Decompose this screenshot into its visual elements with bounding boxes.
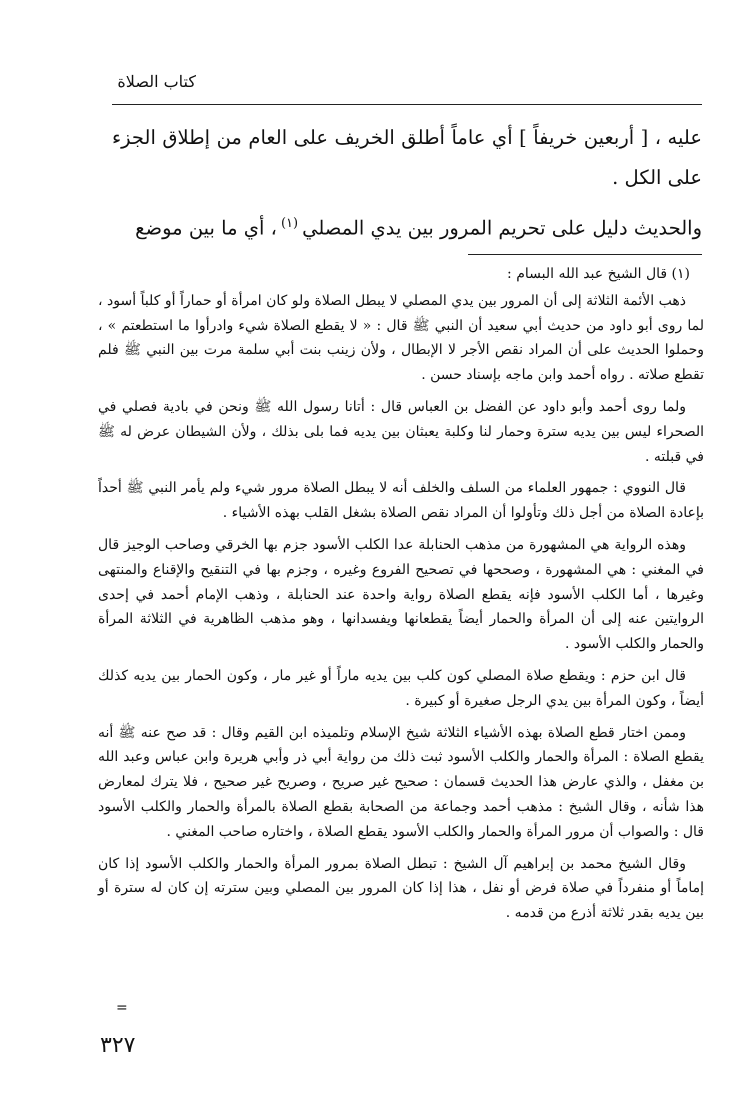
header-rule (112, 104, 702, 105)
footnote-heading: (١) قال الشيخ عبد الله البسام : (507, 266, 690, 282)
continuation-mark: = (116, 1000, 128, 1016)
footnotes (98, 262, 704, 933)
footnote-paragraph: ولما روى أحمد وأبو داود عن الفضل بن العباس قال : أتانا رسول الله ﷺ ونحن في بادية فصلي في الصحراء ليس بين يديه سترة وحمار لنا وكلبة يعبثان بين يديه فما بلى بذلك ، ولأن الشيطان عرض له ﷺ في قبلته . (98, 398, 704, 465)
footnote-paragraph: قال ابن حزم : ويقطع صلاة المصلي كون كلب بين يديه ماراً أو غير مار ، وكون الحمار بين يديه كذلك أيضاً ، وكون المرأة بين يدي الرجل صغيرة أو كبيرة . (98, 667, 704, 709)
footnote-paragraph: وممن اختار قطع الصلاة بهذه الأشياء الثلاثة شيخ الإسلام وتلميذه ابن القيم وقال : قد صح عنه ﷺ أنه يقطع الصلاة : المرأة والحمار والكلب الأسود ثبت ذلك من رواية أبي ذر وأبي هريرة وابن عباس وعبد الله بن مغفل ، والذي عارض هذا الحديث قسمان : صحيح غير صريح ، وصريح غير صحيح ، فلا يترك لمعارض هذا شأنه ، وقال الشيخ : مذهب أحمد وجماعة من الصحابة بقطع الصلاة بالمرأة والحمار والكلب الأسود قال : والصواب أن مرور المرأة والحمار والكلب الأسود يقطع الصلاة ، واختاره صاحب المغني . (98, 724, 705, 840)
main-paragraph-2-text: والحديث دليل على تحريم المرور بين يدي المصلي (302, 216, 702, 240)
page-number: ٣٢٧ (100, 1033, 136, 1058)
running-title: كتاب الصلاة (117, 72, 196, 91)
main-text (112, 118, 702, 249)
main-paragraph-1: عليه ، [ أربعين خريفاً ] أي عاماً أطلق الخريف على العام من إطلاق الجزء على الكل . (112, 126, 702, 189)
footnote-reference: (١) (280, 216, 299, 231)
main-paragraph-2 (112, 204, 702, 249)
main-paragraph-2-tail: ، أي ما بين موضع (135, 216, 277, 240)
footnote-separator (468, 254, 702, 255)
footnote-paragraph: ذهب الأئمة الثلاثة إلى أن المرور بين يدي المصلي لا يبطل الصلاة ولو كان امرأة أو حماراً أو كلباً أسود ، لما روى أبو داود من حديث أبي سعيد أن النبي ﷺ قال : « لا يقطع الصلاة شيء وادرأوا ما استطعتم » ، وحملوا الحديث على أن المراد نقص الأجر لا الإبطال ، ولأن زينب بنت أبي سلمة مرت بين النبي ﷺ فلم تقطع صلاته . رواه أحمد وابن ماجه بإسناد حسن . (98, 292, 704, 384)
footnote-paragraph: وهذه الرواية هي المشهورة من مذهب الحنابلة عدا الكلب الأسود جزم بها الخرقي وصاحب الوجيز قال في المغني : هي المشهورة ، وصححها في تصحيح الفروع وغيره ، وجزم بها في التنقيح والإقناع والمنتهى وغيرها ، أما الكلب الأسود فإنه يقطع الصلاة رواية واحدة عند الحنابلة ، وذهب الإمام أحمد في إحدى الروايتين عنه إلى أن المرأة والحمار أيضاً يقطعانها ويفسدانها ، وهو مذهب الظاهرية في الثلاثة المرأة والحمار والكلب الأسود . (98, 536, 704, 653)
footnote-paragraph: وقال الشيخ محمد بن إبراهيم آل الشيخ : تبطل الصلاة بمرور المرأة والحمار والكلب الأسود إذا كان إماماً أو منفرداً في صلاة فرض أو نفل ، هذا إذا كان المرور بين المصلي وبين سترته إن كان له سترة أو بين يديه بقدر ثلاثة أذرع من قدمه . (98, 855, 704, 922)
footnote-paragraph: قال النووي : جمهور العلماء من السلف والخلف أنه لا يبطل الصلاة مرور شيء ولم يأمر النبي ﷺ أحداً بإعادة الصلاة من أجل ذلك وتأولوا أن المراد نقص الصلاة بشغل القلب بهذه الأشياء . (98, 480, 704, 522)
